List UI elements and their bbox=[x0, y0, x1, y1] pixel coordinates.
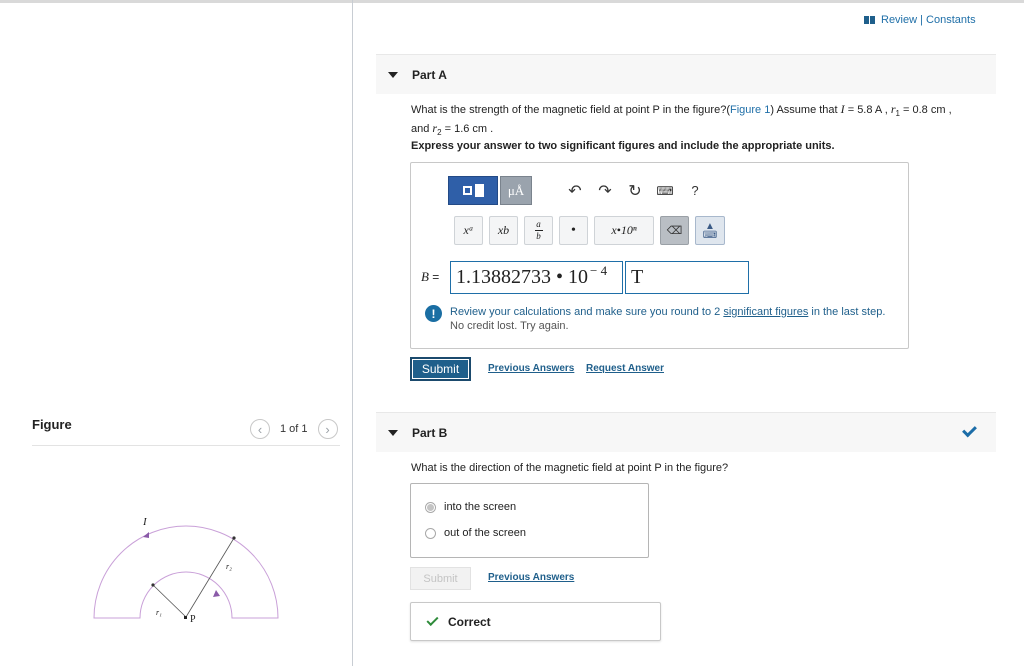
r1-label: r₁ bbox=[156, 608, 162, 617]
top-border bbox=[0, 0, 1024, 3]
subscript-key[interactable]: xb bbox=[489, 216, 518, 245]
previous-figure-button[interactable] bbox=[250, 419, 270, 439]
templates-button[interactable] bbox=[448, 176, 498, 205]
figure-page-indicator: 1 of 1 bbox=[280, 423, 308, 435]
part-b-question: What is the direction of the magnetic field at point P in the figure? bbox=[411, 462, 729, 474]
review-constants-label: Review | Constants bbox=[881, 14, 976, 26]
point-p-marker bbox=[184, 616, 187, 619]
feedback-subtext: No credit lost. Try again. bbox=[450, 320, 569, 332]
current-arrow-outer bbox=[143, 532, 149, 538]
math-toolbar-row1 bbox=[448, 176, 710, 205]
current-arrow-inner bbox=[213, 590, 220, 597]
part-b-header[interactable] bbox=[376, 412, 996, 452]
current-label: I bbox=[143, 516, 147, 528]
figure-diagram bbox=[80, 505, 290, 625]
redo-icon[interactable]: ↷ bbox=[598, 182, 612, 200]
review-constants-link[interactable] bbox=[864, 14, 976, 26]
caret-up-icon: ▲ bbox=[705, 220, 715, 232]
complete-check-icon bbox=[962, 423, 977, 438]
multiply-dot-key[interactable]: • bbox=[559, 216, 588, 245]
chevron-left-icon: ‹ bbox=[257, 421, 263, 437]
part-a-title: Part A bbox=[412, 67, 447, 82]
book-icon bbox=[864, 16, 875, 24]
result-label: Correct bbox=[448, 614, 491, 629]
part-a-submit-button[interactable]: Submit bbox=[410, 357, 471, 381]
radius-r2-line bbox=[186, 538, 234, 617]
help-icon[interactable]: ? bbox=[691, 183, 699, 198]
keyboard-toggle-key[interactable] bbox=[695, 216, 725, 245]
answer-value-input[interactable]: 1.13882733 • 10 $^{- 4}$ bbox=[450, 261, 623, 294]
answer-label: B = bbox=[421, 269, 440, 284]
option-into-screen[interactable]: into the screen bbox=[425, 501, 516, 513]
correct-result-banner bbox=[410, 602, 661, 641]
part-b-submit-button: Submit bbox=[410, 567, 471, 590]
part-a-header[interactable] bbox=[376, 54, 996, 94]
part-b-title: Part B bbox=[412, 425, 448, 440]
reset-icon[interactable]: ↻ bbox=[628, 182, 642, 200]
significant-figures-link[interactable]: significant figures bbox=[723, 306, 809, 318]
scientific-notation-key[interactable]: x•10ⁿ bbox=[594, 216, 654, 245]
option-out-of-screen[interactable]: out of the screen bbox=[425, 527, 526, 539]
warning-icon: ! bbox=[425, 305, 442, 322]
delete-key[interactable]: ⌫ bbox=[660, 216, 689, 245]
superscript-key[interactable]: xᵃ bbox=[454, 216, 483, 245]
undo-icon[interactable]: ↶ bbox=[568, 182, 582, 200]
options-box bbox=[410, 483, 649, 558]
collapse-triangle-icon bbox=[388, 72, 398, 78]
collapse-triangle-icon bbox=[388, 430, 398, 436]
panel-divider[interactable] bbox=[352, 0, 353, 666]
chevron-right-icon: › bbox=[325, 421, 330, 437]
keyboard-icon[interactable]: ⌨ bbox=[656, 183, 674, 198]
checkmark-icon bbox=[426, 614, 438, 626]
figure-title: Figure bbox=[32, 417, 72, 432]
figure-pagination bbox=[250, 419, 338, 439]
template-block-icon bbox=[475, 184, 484, 197]
r1-endpoint bbox=[151, 583, 154, 586]
feedback-message: Review your calculations and make sure you round to 2 significant figures in the last step. bbox=[450, 306, 886, 318]
r2-label: r₂ bbox=[226, 562, 232, 571]
part-a-previous-answers-link[interactable]: Previous Answers bbox=[488, 363, 575, 374]
part-a-instruction: Express your answer to two significant figures and include the appropriate units. bbox=[411, 140, 835, 152]
fraction-key[interactable]: $\frac{a}{b}$ bbox=[524, 216, 553, 245]
units-button[interactable]: μÅ bbox=[500, 176, 532, 205]
radio-selected[interactable] bbox=[425, 502, 436, 513]
part-a-question: What is the strength of the magnetic field at point P in the figure?(Figure 1) Assume that I = 5.8 A , $r_1 = 0.8$ cm , and $r_2 = 1.6$ cm . bbox=[411, 102, 952, 138]
template-box-icon bbox=[463, 186, 472, 195]
figure-divider bbox=[32, 445, 340, 446]
radio-unselected[interactable] bbox=[425, 528, 436, 539]
r2-endpoint bbox=[232, 536, 235, 539]
figure-link[interactable]: Figure 1 bbox=[729, 104, 771, 116]
answer-unit-input[interactable]: T bbox=[625, 261, 749, 294]
part-b-previous-answers-link[interactable]: Previous Answers bbox=[488, 572, 575, 583]
request-answer-link[interactable]: Request Answer bbox=[586, 363, 664, 374]
math-toolbar-row2 bbox=[454, 216, 725, 245]
next-figure-button[interactable] bbox=[318, 419, 338, 439]
wire-loop-shape bbox=[94, 526, 278, 618]
point-p-label: P bbox=[190, 614, 196, 625]
keyboard-small-icon: ⌨ bbox=[702, 229, 718, 241]
